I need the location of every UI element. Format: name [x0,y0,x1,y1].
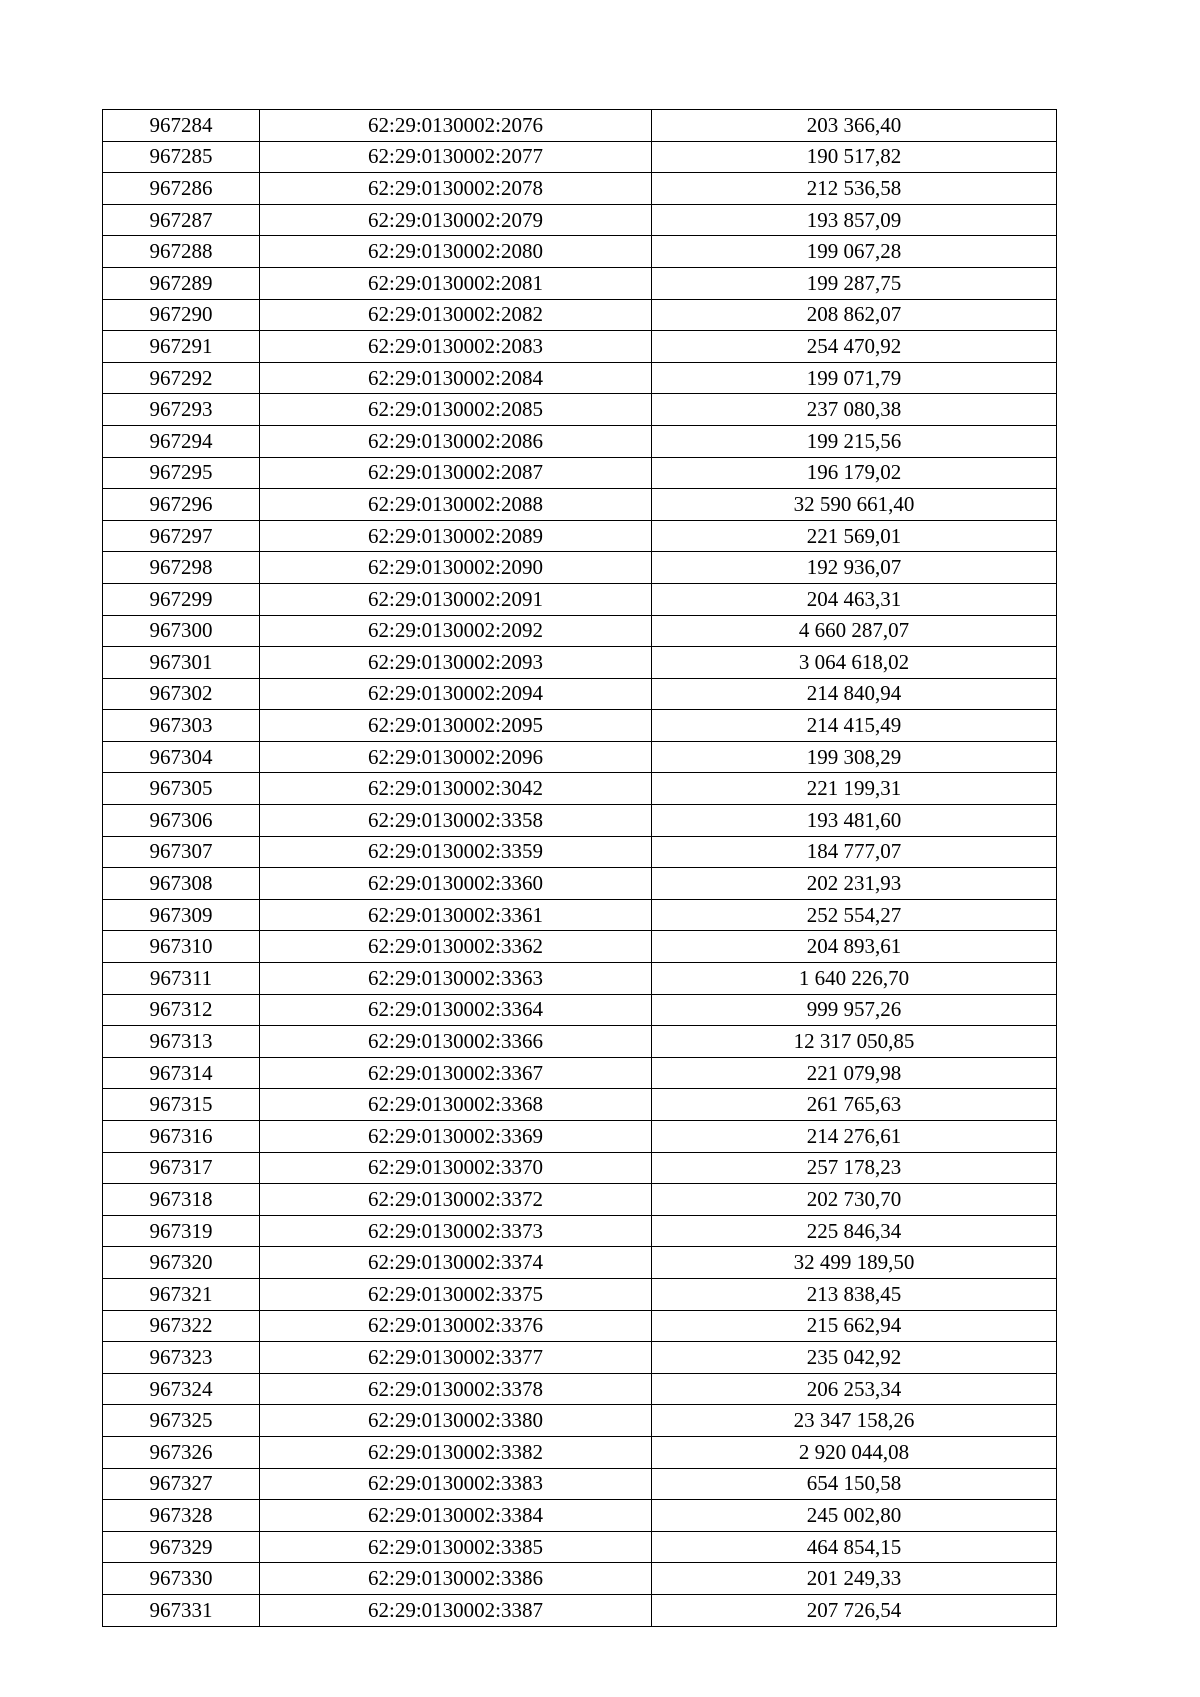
row-number-cell: 967325 [103,1405,260,1437]
cadastral-number-cell: 62:29:0130002:2089 [260,520,652,552]
table-body [103,110,1057,1627]
cadastral-number-cell: 62:29:0130002:2078 [260,173,652,205]
table-row [103,647,1057,679]
value-cell: 192 936,07 [652,552,1057,584]
table-row [103,836,1057,868]
cadastral-number-cell: 62:29:0130002:3372 [260,1184,652,1216]
value-cell: 257 178,23 [652,1152,1057,1184]
row-number-cell: 967295 [103,457,260,489]
row-number-cell: 967289 [103,267,260,299]
row-number-cell: 967307 [103,836,260,868]
table-row [103,457,1057,489]
cadastral-number-cell: 62:29:0130002:2076 [260,110,652,142]
table-row [103,331,1057,363]
row-number-cell: 967316 [103,1121,260,1153]
cadastral-number-cell: 62:29:0130002:3358 [260,805,652,837]
value-cell: 199 308,29 [652,741,1057,773]
row-number-cell: 967298 [103,552,260,584]
row-number-cell: 967292 [103,362,260,394]
cadastral-number-cell: 62:29:0130002:2080 [260,236,652,268]
row-number-cell: 967294 [103,425,260,457]
value-cell: 199 287,75 [652,267,1057,299]
value-cell: 213 838,45 [652,1278,1057,1310]
value-cell: 196 179,02 [652,457,1057,489]
value-cell: 193 857,09 [652,204,1057,236]
value-cell: 464 854,15 [652,1531,1057,1563]
row-number-cell: 967285 [103,141,260,173]
value-cell: 221 569,01 [652,520,1057,552]
table-row [103,1184,1057,1216]
cadastral-number-cell: 62:29:0130002:3380 [260,1405,652,1437]
value-cell: 204 893,61 [652,931,1057,963]
row-number-cell: 967305 [103,773,260,805]
value-cell: 207 726,54 [652,1594,1057,1626]
table-row [103,1121,1057,1153]
table-row [103,1310,1057,1342]
value-cell: 245 002,80 [652,1500,1057,1532]
cadastral-number-cell: 62:29:0130002:2082 [260,299,652,331]
cadastral-number-cell: 62:29:0130002:2086 [260,425,652,457]
cadastral-number-cell: 62:29:0130002:3373 [260,1215,652,1247]
value-cell: 202 730,70 [652,1184,1057,1216]
cadastral-number-cell: 62:29:0130002:2083 [260,331,652,363]
table-row [103,1531,1057,1563]
cadastral-number-cell: 62:29:0130002:2077 [260,141,652,173]
cadastral-number-cell: 62:29:0130002:3387 [260,1594,652,1626]
table-row [103,710,1057,742]
table-row [103,394,1057,426]
row-number-cell: 967319 [103,1215,260,1247]
cadastral-number-cell: 62:29:0130002:3374 [260,1247,652,1279]
row-number-cell: 967308 [103,868,260,900]
row-number-cell: 967310 [103,931,260,963]
row-number-cell: 967303 [103,710,260,742]
row-number-cell: 967324 [103,1373,260,1405]
table-row [103,1342,1057,1374]
row-number-cell: 967288 [103,236,260,268]
value-cell: 199 071,79 [652,362,1057,394]
cadastral-number-cell: 62:29:0130002:3369 [260,1121,652,1153]
value-cell: 261 765,63 [652,1089,1057,1121]
value-cell: 208 862,07 [652,299,1057,331]
cadastral-number-cell: 62:29:0130002:3363 [260,963,652,995]
table-row [103,1278,1057,1310]
table-row [103,994,1057,1026]
cadastral-number-cell: 62:29:0130002:3367 [260,1057,652,1089]
cadastral-number-cell: 62:29:0130002:3375 [260,1278,652,1310]
value-cell: 23 347 158,26 [652,1405,1057,1437]
row-number-cell: 967318 [103,1184,260,1216]
value-cell: 252 554,27 [652,899,1057,931]
table-row [103,141,1057,173]
table-row [103,1152,1057,1184]
value-cell: 184 777,07 [652,836,1057,868]
value-cell: 202 231,93 [652,868,1057,900]
table-row [103,931,1057,963]
value-cell: 221 079,98 [652,1057,1057,1089]
table-row [103,299,1057,331]
row-number-cell: 967322 [103,1310,260,1342]
cadastral-number-cell: 62:29:0130002:3360 [260,868,652,900]
row-number-cell: 967314 [103,1057,260,1089]
value-cell: 212 536,58 [652,173,1057,205]
cadastral-number-cell: 62:29:0130002:2088 [260,489,652,521]
table-row [103,1594,1057,1626]
row-number-cell: 967291 [103,331,260,363]
table-row [103,1563,1057,1595]
value-cell: 999 957,26 [652,994,1057,1026]
cadastral-number-cell: 62:29:0130002:3361 [260,899,652,931]
cadastral-number-cell: 62:29:0130002:2094 [260,678,652,710]
cadastral-number-cell: 62:29:0130002:2090 [260,552,652,584]
cadastral-number-cell: 62:29:0130002:2079 [260,204,652,236]
table-row [103,1436,1057,1468]
row-number-cell: 967296 [103,489,260,521]
row-number-cell: 967311 [103,963,260,995]
table-row [103,520,1057,552]
table-row [103,1089,1057,1121]
row-number-cell: 967320 [103,1247,260,1279]
cadastral-number-cell: 62:29:0130002:3377 [260,1342,652,1374]
value-cell: 214 415,49 [652,710,1057,742]
cadastral-number-cell: 62:29:0130002:2085 [260,394,652,426]
row-number-cell: 967315 [103,1089,260,1121]
value-cell: 254 470,92 [652,331,1057,363]
value-cell: 1 640 226,70 [652,963,1057,995]
row-number-cell: 967327 [103,1468,260,1500]
cadastral-number-cell: 62:29:0130002:3382 [260,1436,652,1468]
row-number-cell: 967313 [103,1026,260,1058]
value-cell: 193 481,60 [652,805,1057,837]
cadastral-number-cell: 62:29:0130002:2081 [260,267,652,299]
table-row [103,204,1057,236]
table-row [103,963,1057,995]
row-number-cell: 967290 [103,299,260,331]
table-row [103,615,1057,647]
data-table [102,109,1057,1627]
table-row [103,678,1057,710]
cadastral-number-cell: 62:29:0130002:3042 [260,773,652,805]
table-row [103,362,1057,394]
table-row [103,110,1057,142]
cadastral-number-cell: 62:29:0130002:2095 [260,710,652,742]
cadastral-number-cell: 62:29:0130002:2091 [260,583,652,615]
row-number-cell: 967329 [103,1531,260,1563]
cadastral-number-cell: 62:29:0130002:3370 [260,1152,652,1184]
value-cell: 32 499 189,50 [652,1247,1057,1279]
cadastral-number-cell: 62:29:0130002:3378 [260,1373,652,1405]
table-row [103,236,1057,268]
row-number-cell: 967328 [103,1500,260,1532]
row-number-cell: 967309 [103,899,260,931]
table-row [103,1500,1057,1532]
table-row [103,1057,1057,1089]
table-row [103,583,1057,615]
value-cell: 237 080,38 [652,394,1057,426]
row-number-cell: 967286 [103,173,260,205]
value-cell: 215 662,94 [652,1310,1057,1342]
table-row [103,741,1057,773]
table-row [103,1215,1057,1247]
value-cell: 214 276,61 [652,1121,1057,1153]
value-cell: 2 920 044,08 [652,1436,1057,1468]
row-number-cell: 967312 [103,994,260,1026]
cadastral-number-cell: 62:29:0130002:3376 [260,1310,652,1342]
row-number-cell: 967302 [103,678,260,710]
row-number-cell: 967304 [103,741,260,773]
value-cell: 190 517,82 [652,141,1057,173]
table-row [103,899,1057,931]
value-cell: 3 064 618,02 [652,647,1057,679]
row-number-cell: 967321 [103,1278,260,1310]
table-row [103,425,1057,457]
cadastral-number-cell: 62:29:0130002:3386 [260,1563,652,1595]
row-number-cell: 967293 [103,394,260,426]
cadastral-number-cell: 62:29:0130002:3362 [260,931,652,963]
value-cell: 199 067,28 [652,236,1057,268]
cadastral-number-cell: 62:29:0130002:3383 [260,1468,652,1500]
value-cell: 654 150,58 [652,1468,1057,1500]
value-cell: 199 215,56 [652,425,1057,457]
value-cell: 201 249,33 [652,1563,1057,1595]
value-cell: 32 590 661,40 [652,489,1057,521]
row-number-cell: 967300 [103,615,260,647]
row-number-cell: 967326 [103,1436,260,1468]
row-number-cell: 967284 [103,110,260,142]
row-number-cell: 967317 [103,1152,260,1184]
value-cell: 225 846,34 [652,1215,1057,1247]
table-row [103,1468,1057,1500]
table-row [103,1026,1057,1058]
row-number-cell: 967330 [103,1563,260,1595]
row-number-cell: 967301 [103,647,260,679]
value-cell: 214 840,94 [652,678,1057,710]
cadastral-number-cell: 62:29:0130002:2092 [260,615,652,647]
cadastral-number-cell: 62:29:0130002:3364 [260,994,652,1026]
value-cell: 203 366,40 [652,110,1057,142]
table-row [103,173,1057,205]
value-cell: 12 317 050,85 [652,1026,1057,1058]
row-number-cell: 967297 [103,520,260,552]
table-row [103,868,1057,900]
cadastral-number-cell: 62:29:0130002:3384 [260,1500,652,1532]
table-row [103,552,1057,584]
cadastral-number-cell: 62:29:0130002:2084 [260,362,652,394]
cadastral-number-cell: 62:29:0130002:2087 [260,457,652,489]
cadastral-number-cell: 62:29:0130002:2093 [260,647,652,679]
table-row [103,489,1057,521]
table-row [103,267,1057,299]
cadastral-number-cell: 62:29:0130002:3385 [260,1531,652,1563]
row-number-cell: 967323 [103,1342,260,1374]
value-cell: 4 660 287,07 [652,615,1057,647]
cadastral-number-cell: 62:29:0130002:3359 [260,836,652,868]
row-number-cell: 967306 [103,805,260,837]
value-cell: 235 042,92 [652,1342,1057,1374]
cadastral-number-cell: 62:29:0130002:3366 [260,1026,652,1058]
row-number-cell: 967299 [103,583,260,615]
table-row [103,805,1057,837]
value-cell: 204 463,31 [652,583,1057,615]
table-row [103,1247,1057,1279]
cadastral-number-cell: 62:29:0130002:2096 [260,741,652,773]
value-cell: 221 199,31 [652,773,1057,805]
table-row [103,1373,1057,1405]
row-number-cell: 967287 [103,204,260,236]
table-row [103,773,1057,805]
value-cell: 206 253,34 [652,1373,1057,1405]
table-row [103,1405,1057,1437]
row-number-cell: 967331 [103,1594,260,1626]
cadastral-number-cell: 62:29:0130002:3368 [260,1089,652,1121]
